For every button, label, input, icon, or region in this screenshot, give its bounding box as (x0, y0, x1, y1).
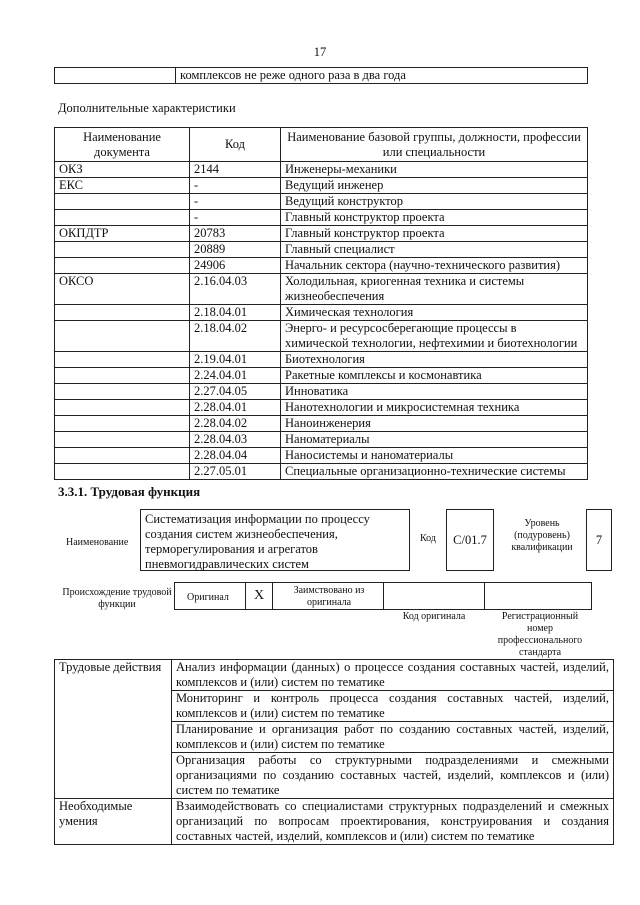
row-doc (55, 368, 190, 384)
row-doc (55, 305, 190, 321)
row-doc (55, 210, 190, 226)
skills-row (55, 799, 614, 845)
origin-row (174, 582, 592, 610)
row-name: Наноинженерия (281, 416, 588, 432)
row-doc: ОКПДТР (55, 226, 190, 242)
row-name: Нанотехнологии и микросистемная техника (281, 400, 588, 416)
level-value-box (586, 509, 612, 571)
level-value: 7 (595, 532, 603, 547)
extra-table-row (55, 210, 588, 226)
row-doc (55, 432, 190, 448)
row-code: 2.18.04.02 (190, 321, 281, 352)
extra-table-row (55, 416, 588, 432)
extra-table-row (55, 384, 588, 400)
skills-item: Взаимодействовать со специалистами структурных подразделений и смежных организаций по вопросам проектирования, конструирования и создания составных частей, изделий, комплексов и (или) систем по тематике (172, 799, 614, 845)
duties-table-body (55, 660, 614, 845)
extra-table-row (55, 194, 588, 210)
extra-table-row (55, 305, 588, 321)
row-code: 2.27.04.05 (190, 384, 281, 400)
duties-label: Трудовые действия (55, 660, 172, 799)
reg-caption: Регистрационный номер профессионального стандарта (497, 611, 583, 658)
row-code: - (190, 210, 281, 226)
extra-table-row (55, 321, 588, 352)
row-doc (55, 384, 190, 400)
row-code: 2.16.04.03 (190, 274, 281, 305)
continuation-empty-cell (55, 68, 176, 84)
code-caption: Код оригинала (402, 611, 466, 622)
original-mark: X (245, 583, 273, 609)
function-code-value: C/01.7 (453, 532, 487, 547)
row-name: Ведущий конструктор (281, 194, 588, 210)
row-name: Инженеры-механики (281, 162, 588, 178)
row-doc (55, 258, 190, 274)
duties-item: Организация работы со структурными подразделениями и смежными организациями по созданию составных частей, изделий, комплексов и (или) систем по тематике (172, 753, 614, 799)
code-label: Код (420, 533, 436, 544)
extra-table-row (55, 432, 588, 448)
row-code: 2.28.04.04 (190, 448, 281, 464)
row-code: 2.28.04.02 (190, 416, 281, 432)
row-code: - (190, 178, 281, 194)
row-doc: ЕКС (55, 178, 190, 194)
row-doc (55, 242, 190, 258)
header-code: Код (190, 128, 281, 162)
row-name: Начальник сектора (научно-технического развития) (281, 258, 588, 274)
extra-characteristics-title: Дополнительные характеристики (58, 101, 236, 115)
row-name: Энерго- и ресурсосберегающие процессы в химической технологии, нефтехимии и биотехнологии (281, 321, 588, 352)
duties-table (54, 659, 614, 845)
section-title: 3.3.1. Трудовая функция (58, 484, 201, 499)
row-doc (55, 352, 190, 368)
page-number: 17 (313, 45, 327, 59)
row-name: Наносистемы и наноматериалы (281, 448, 588, 464)
row-doc (55, 194, 190, 210)
extra-table-body (55, 162, 588, 480)
row-name: Биотехнология (281, 352, 588, 368)
row-doc (55, 416, 190, 432)
borrowed-label: Заимствовано из оригинала (293, 585, 365, 608)
header-name: Наименование базовой группы, должности, профессии или специальности (281, 128, 588, 162)
extra-table-row (55, 226, 588, 242)
row-code: 2144 (190, 162, 281, 178)
row-name: Ракетные комплексы и космонавтика (281, 368, 588, 384)
row-name: Химическая технология (281, 305, 588, 321)
row-name: Наноматериалы (281, 432, 588, 448)
row-code: 2.19.04.01 (190, 352, 281, 368)
row-code: 24906 (190, 258, 281, 274)
extra-table-row (55, 352, 588, 368)
row-code: 20889 (190, 242, 281, 258)
name-label: Наименование (66, 537, 129, 548)
extra-table-row (55, 242, 588, 258)
row-name: Главный специалист (281, 242, 588, 258)
row-name: Главный конструктор проекта (281, 226, 588, 242)
row-doc (55, 448, 190, 464)
original-code-cell (383, 583, 485, 609)
row-name: Главный конструктор проекта (281, 210, 588, 226)
row-code: - (190, 194, 281, 210)
row-code: 20783 (190, 226, 281, 242)
extra-table-row (55, 368, 588, 384)
duties-item: Планирование и организация работ по созданию составных частей, изделий, комплексов и (или) систем по тематике (172, 722, 614, 753)
row-name: Специальные организационно-технические системы (281, 464, 588, 480)
row-doc (55, 321, 190, 352)
extra-table-row (55, 274, 588, 305)
extra-table-row (55, 178, 588, 194)
row-doc (55, 400, 190, 416)
row-code: 2.18.04.01 (190, 305, 281, 321)
row-code: 2.28.04.03 (190, 432, 281, 448)
extra-table-row (55, 400, 588, 416)
duties-item: Мониторинг и контроль процесса создания составных частей, изделий, комплексов и (или) систем по тематике (172, 691, 614, 722)
skills-label: Необходимые умения (55, 799, 172, 845)
function-name-text: Систематизация информации по процессу создания систем жизнеобеспечения, терморегулирования и агрегатов пневмогидравлических систем (145, 512, 370, 571)
origin-label: Происхождение трудовой функции (62, 587, 172, 610)
duties-row (55, 660, 614, 691)
function-name-box (140, 509, 410, 571)
row-name: Холодильная, криогенная техника и системы жизнеобеспечения (281, 274, 588, 305)
row-code: 2.27.05.01 (190, 464, 281, 480)
continuation-text: комплексов не реже одного раза в два года (176, 68, 588, 84)
row-code: 2.24.04.01 (190, 368, 281, 384)
extra-table-row (55, 162, 588, 178)
continuation-row (54, 67, 588, 84)
original-label: Оригинал (187, 592, 229, 603)
row-code: 2.28.04.01 (190, 400, 281, 416)
header-doc: Наименование документа (55, 128, 190, 162)
row-name: Инноватика (281, 384, 588, 400)
row-doc (55, 464, 190, 480)
row-doc: ОКСО (55, 274, 190, 305)
extra-table-row (55, 464, 588, 480)
duties-item: Анализ информации (данных) о процессе создания составных частей, изделий, комплексов и (или) систем по тематике (172, 660, 614, 691)
function-code-box (446, 509, 494, 571)
row-doc: ОКЗ (55, 162, 190, 178)
extra-characteristics-table (54, 127, 588, 480)
level-label: Уровень (подуровень) квалификации (511, 518, 573, 553)
extra-table-row (55, 258, 588, 274)
extra-table-row (55, 448, 588, 464)
row-name: Ведущий инженер (281, 178, 588, 194)
